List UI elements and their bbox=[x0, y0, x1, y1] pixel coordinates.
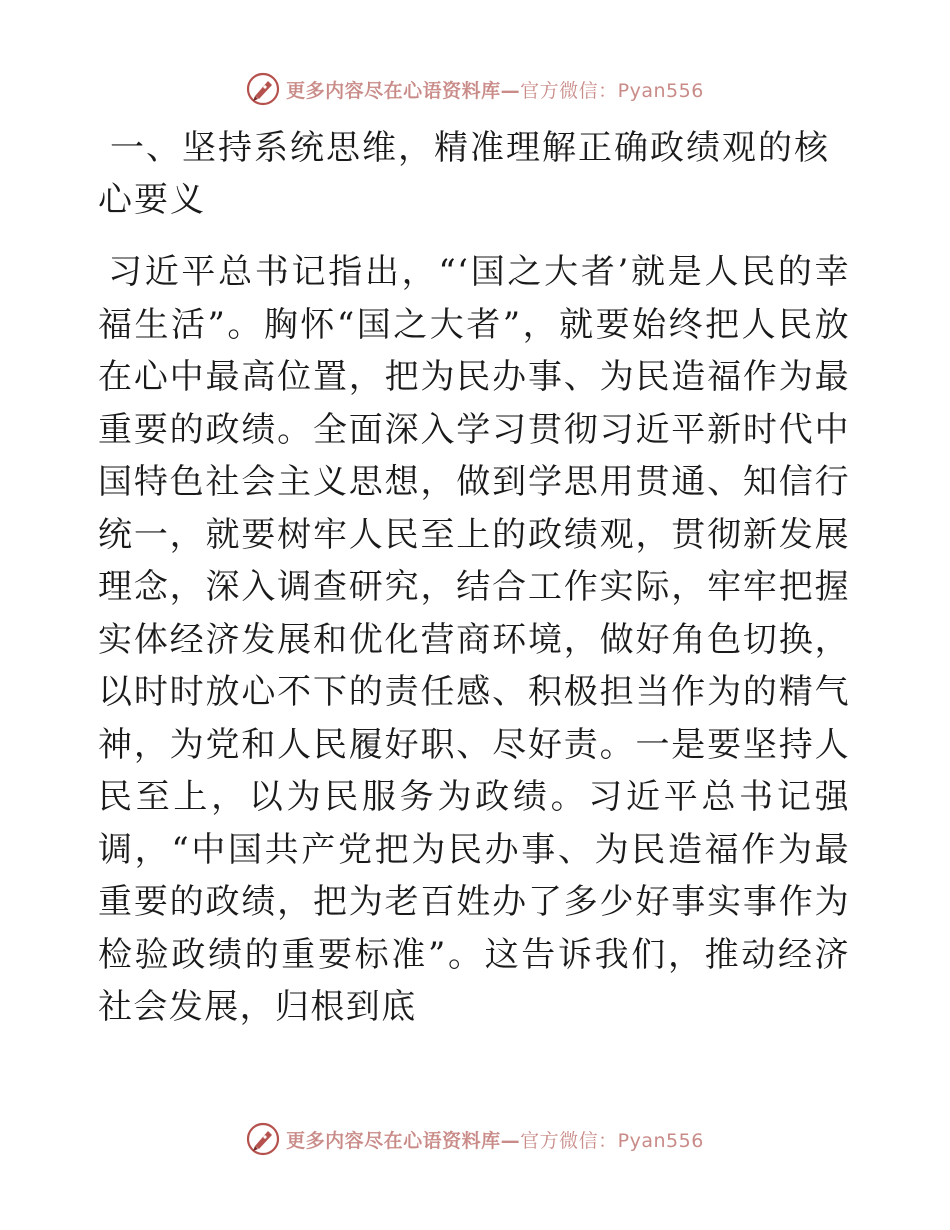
banner-wechat-text: 官方微信：Pyan556 bbox=[520, 1129, 704, 1152]
pen-nib-logo-icon bbox=[246, 1122, 280, 1156]
section-heading: 一、坚持系统思维，精准理解正确政绩观的核心要义 bbox=[98, 128, 830, 220]
document-body bbox=[98, 122, 850, 1034]
page-header-banner bbox=[0, 72, 950, 106]
banner-site-text: 更多内容尽在心语资料库— bbox=[286, 1129, 521, 1152]
pen-nib-logo-icon bbox=[246, 72, 280, 106]
body-paragraph: 习近平总书记指出，“‘国之大者’就是人民的幸福生活”。胸怀“国之大者”，就要始终把人民放在心中最高位置，把为民办事、为民造福作为最重要的政绩。全面深入学习贯彻习近平新时代中国特色社会主义思想，做到学思用贯通、知信行统一，就要树牢人民至上的政绩观，贯彻新发展理念，深入调查研究，结合工作实际，牢牢把握实体经济发展和优化营商环境，做好角色切换，以时时放心不下的责任感、积极担当作为的精气神，为党和人民履好职、尽好责。一是要坚持人民至上，以为民服务为政绩。习近平总书记强调，“中国共产党把为民办事、为民造福作为最重要的政绩，把为老百姓办了多少好事实事作为检验政绩的重要标准”。这告诉我们，推动经济社会发展，归根到底 bbox=[98, 252, 850, 1027]
banner-text bbox=[286, 76, 704, 103]
banner-site-text: 更多内容尽在心语资料库— bbox=[286, 79, 521, 102]
banner-wechat-text: 官方微信：Pyan556 bbox=[520, 79, 704, 102]
page-footer-banner bbox=[0, 1122, 950, 1156]
banner-text bbox=[286, 1126, 704, 1153]
